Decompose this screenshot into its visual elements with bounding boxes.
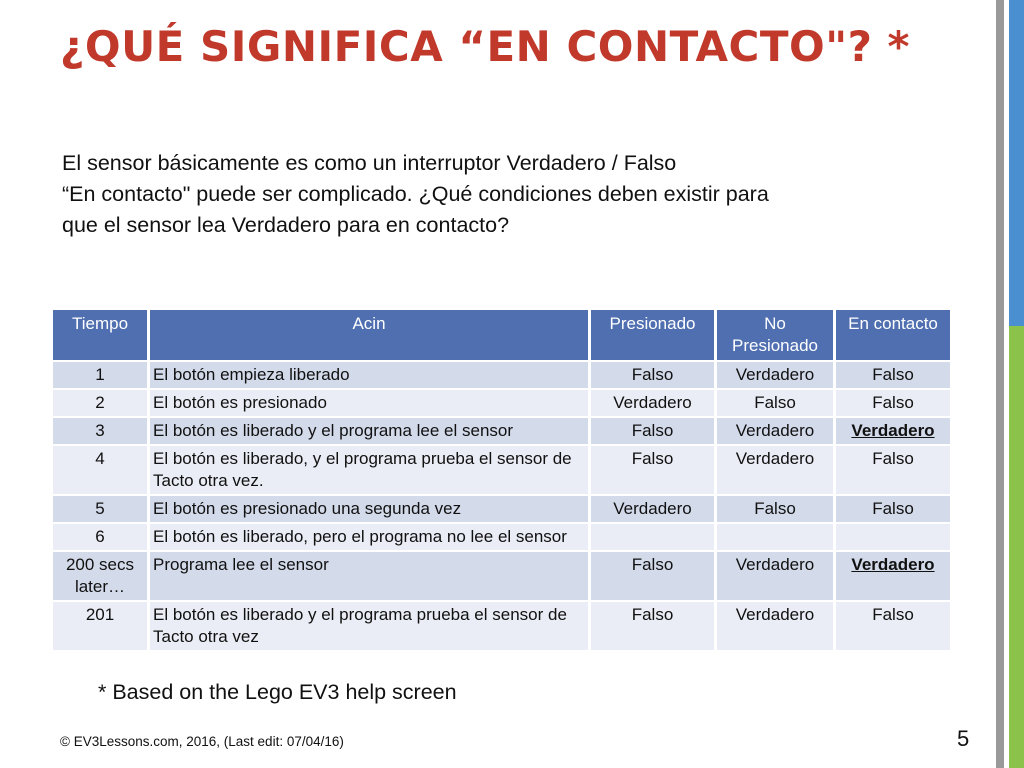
cell-accion: El botón es liberado, pero el programa no lee el sensor — [150, 524, 588, 550]
cell-tiempo: 4 — [53, 446, 147, 494]
cell-tiempo: 201 — [53, 602, 147, 650]
cell-tiempo: 200 secs later… — [53, 552, 147, 600]
decorative-stripes — [996, 0, 1024, 768]
cell-presionado: Falso — [591, 446, 714, 494]
cell-presionado: Falso — [591, 602, 714, 650]
cell-no-presionado: Verdadero — [717, 418, 833, 444]
header-tiempo: Tiempo — [53, 310, 147, 360]
cell-en-contacto: Verdadero — [836, 552, 950, 600]
cell-presionado: Falso — [591, 418, 714, 444]
cell-presionado: Verdadero — [591, 390, 714, 416]
cell-tiempo: 5 — [53, 496, 147, 522]
footer-copyright: © EV3Lessons.com, 2016, (Last edit: 07/04/16) — [60, 734, 344, 749]
table-row — [53, 602, 950, 650]
contact-table — [50, 308, 953, 652]
cell-accion: Programa lee el sensor — [150, 552, 588, 600]
header-accion: Acin — [150, 310, 588, 360]
table-row — [53, 552, 950, 600]
table-row — [53, 418, 950, 444]
header-en-contacto: En contacto — [836, 310, 950, 360]
slide-title: ¿QUÉ SIGNIFICA “EN CONTACTO"? * — [60, 22, 911, 71]
cell-no-presionado: Verdadero — [717, 602, 833, 650]
cell-presionado: Verdadero — [591, 496, 714, 522]
table-row — [53, 446, 950, 494]
cell-accion: El botón es presionado — [150, 390, 588, 416]
cell-en-contacto: Falso — [836, 390, 950, 416]
cell-tiempo: 2 — [53, 390, 147, 416]
cell-no-presionado: Falso — [717, 390, 833, 416]
cell-presionado — [591, 524, 714, 550]
table-row — [53, 524, 950, 550]
cell-en-contacto — [836, 524, 950, 550]
cell-presionado: Falso — [591, 552, 714, 600]
stripe-green — [1009, 326, 1024, 768]
cell-en-contacto: Verdadero — [836, 418, 950, 444]
cell-en-contacto: Falso — [836, 496, 950, 522]
header-no-presionado: No Presionado — [717, 310, 833, 360]
table-row — [53, 362, 950, 388]
cell-en-contacto: Falso — [836, 362, 950, 388]
cell-tiempo: 6 — [53, 524, 147, 550]
cell-en-contacto: Falso — [836, 446, 950, 494]
table-row — [53, 390, 950, 416]
cell-accion: El botón empieza liberado — [150, 362, 588, 388]
table-header-row — [53, 310, 950, 360]
cell-no-presionado: Verdadero — [717, 552, 833, 600]
header-presionado: Presionado — [591, 310, 714, 360]
intro-line-3: que el sensor lea Verdadero para en contacto? — [62, 213, 510, 237]
cell-no-presionado: Verdadero — [717, 362, 833, 388]
table-row — [53, 496, 950, 522]
cell-accion: El botón es liberado y el programa lee el sensor — [150, 418, 588, 444]
intro-text — [62, 148, 962, 241]
source-note: * Based on the Lego EV3 help screen — [98, 680, 457, 704]
stripe-gray — [996, 0, 1004, 768]
page-number: 5 — [957, 726, 970, 751]
cell-accion: El botón es liberado y el programa prueba el sensor de Tacto otra vez — [150, 602, 588, 650]
cell-accion: El botón es liberado, y el programa prueba el sensor de Tacto otra vez. — [150, 446, 588, 494]
cell-presionado: Falso — [591, 362, 714, 388]
intro-line-1: El sensor básicamente es como un interruptor Verdadero / Falso — [62, 151, 677, 175]
cell-tiempo: 3 — [53, 418, 147, 444]
cell-no-presionado: Verdadero — [717, 446, 833, 494]
cell-en-contacto: Falso — [836, 602, 950, 650]
intro-line-2: “En contacto" puede ser complicado. ¿Qué condiciones deben existir para — [62, 182, 769, 206]
cell-no-presionado: Falso — [717, 496, 833, 522]
cell-tiempo: 1 — [53, 362, 147, 388]
table-body — [53, 362, 950, 650]
cell-no-presionado — [717, 524, 833, 550]
cell-accion: El botón es presionado una segunda vez — [150, 496, 588, 522]
